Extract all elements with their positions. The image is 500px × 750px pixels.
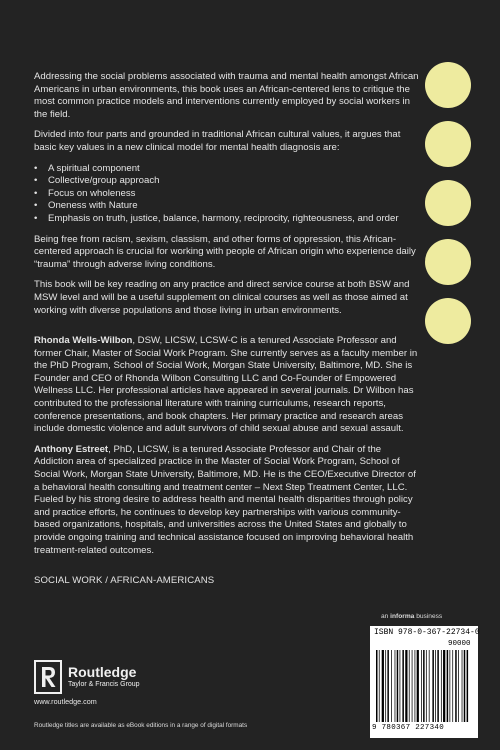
list-item: • Focus on wholeness — [34, 188, 422, 201]
key-values-list — [34, 163, 422, 226]
barcode-bar — [400, 650, 401, 722]
barcode-bar — [426, 650, 427, 722]
barcode-bar — [397, 650, 399, 722]
subject-category: SOCIAL WORK / AFRICAN-AMERICANS — [34, 575, 215, 587]
barcode-bar — [450, 650, 451, 722]
routledge-r-icon — [34, 660, 62, 694]
author-name: Rhonda Wells-Wilbon — [34, 335, 133, 347]
barcode-bar — [455, 650, 457, 722]
informa-business-label: an informa business — [381, 613, 443, 620]
blurb-paragraph-3: Being free from racism, sexism, classism, and other forms of oppression, this African-centered approach is crucial for working with people of African origin who experience daily “trauma” through adverse living conditions. — [34, 233, 416, 270]
author-bio-2 — [34, 444, 422, 557]
decorative-circle — [425, 180, 471, 226]
barcode-bar — [409, 650, 410, 722]
barcode-bar — [432, 650, 434, 722]
barcode-digits: 9 780367 227340 — [372, 724, 445, 732]
ebook-note: Routledge titles are available as eBook editions in a range of digital formats — [34, 722, 248, 729]
barcode-bar — [423, 650, 425, 722]
decorative-circle — [425, 62, 471, 108]
decorative-circle — [425, 298, 471, 344]
blurb-paragraph-1: Addressing the social problems associated with trauma and mental health amongst African Americans in urban environments, this book uses an African-centered lens to critique the most common practice models and interventions currently employed by social workers in the field. — [34, 71, 419, 120]
barcode-bar — [467, 650, 469, 722]
barcode-bar — [402, 650, 404, 722]
barcode-bar — [443, 650, 445, 722]
barcode-bar — [376, 650, 378, 722]
publisher-group: Taylor & Francis Group — [68, 681, 140, 688]
list-item: • Collective/group approach — [34, 175, 422, 188]
list-item: • Oneness with Nature — [34, 200, 422, 213]
decorative-circle — [425, 121, 471, 167]
publisher-website: www.routledge.com — [34, 697, 97, 706]
author-bio-text: , PhD, LICSW, is a tenured Associate Professor and Chair of the Addiction area of specialized practice in the Master of Social Work Program, School of Social Work, Morgan State University, Baltimore, MD. He is the CEO/Executive Director of a behavioral health consulting and treatment center – Next Step Treatment Center, LLC. Fueled by his strong desire to address health and mental health disparities through policy and practice efforts, he continues to develop key partnerships with various community-based organizations, hospitals, and universities across the United States and globally to provide ongoing training and technical assistance focused on improving behavioral health treatment-related outcomes. — [34, 443, 416, 556]
publisher-logo — [34, 660, 140, 694]
decorative-circle — [425, 239, 471, 285]
barcode-bar — [395, 650, 396, 722]
barcode-bar — [387, 650, 389, 722]
barcode-bar — [417, 650, 419, 722]
barcode-bar — [412, 650, 413, 722]
list-item: • Emphasis on truth, justice, balance, harmony, reciprocity, righteousness, and order — [34, 213, 422, 226]
list-item: • A spiritual component — [34, 163, 422, 176]
blurb-paragraph-4: This book will be key reading on any practice and direct service course at both BSW and MSW level and will be a useful supplement on clinical courses as well as those aimed at working with diverse populations and those living in urban environments. — [34, 279, 410, 316]
barcode-bar — [391, 650, 392, 722]
barcode-bar — [458, 650, 459, 722]
blurb-paragraph-2: Divided into four parts and grounded in traditional African cultural values, it argues that basic key values in a new clinical model for mental health diagnosis are: — [34, 129, 401, 153]
barcode-bars — [374, 650, 474, 724]
barcode-bar — [464, 650, 466, 722]
barcode-bar — [429, 650, 430, 722]
barcode-bar — [382, 650, 384, 722]
publisher-name: Routledge — [68, 664, 137, 680]
barcode-bar — [405, 650, 407, 722]
isbn-text: ISBN 978-0-367-22734-0 — [374, 628, 480, 637]
blurb-column — [34, 71, 422, 596]
barcode-bar — [379, 650, 380, 722]
barcode-bar — [421, 650, 422, 722]
decorative-circles — [425, 62, 471, 357]
barcode-bar — [385, 650, 386, 722]
barcode-bar — [415, 650, 416, 722]
barcode-bar — [435, 650, 436, 722]
barcode-bar — [441, 650, 442, 722]
author-bio-text: , DSW, LICSW, LCSW-C is a tenured Associate Professor and former Chair, Master of Social Work Program. She currently serves as a faculty member in the PhD Program, School of Social Work, Morgan State University, Baltimore, MD. She is Founder and CEO of Rhonda Wilbon Consulting LLC and Co-Founder of Empowered Wellness LLC. Her professional articles have appeared in several journals. Dr Wilbon has contributed to the professional literature with training curriculums, research reports, conference presentations, and book chapters. Her primary practice and research areas include domestic violence and adult survivors of child sexual abuse and sexual assault. — [34, 335, 418, 435]
barcode-bar — [447, 650, 449, 722]
barcode-bar — [437, 650, 439, 722]
author-name: Anthony Estreet — [34, 443, 109, 455]
price-code: 90000 — [448, 640, 471, 648]
author-bio-1 — [34, 335, 422, 436]
barcode-bar — [452, 650, 453, 722]
barcode-bar — [462, 650, 463, 722]
isbn-barcode — [370, 626, 478, 738]
